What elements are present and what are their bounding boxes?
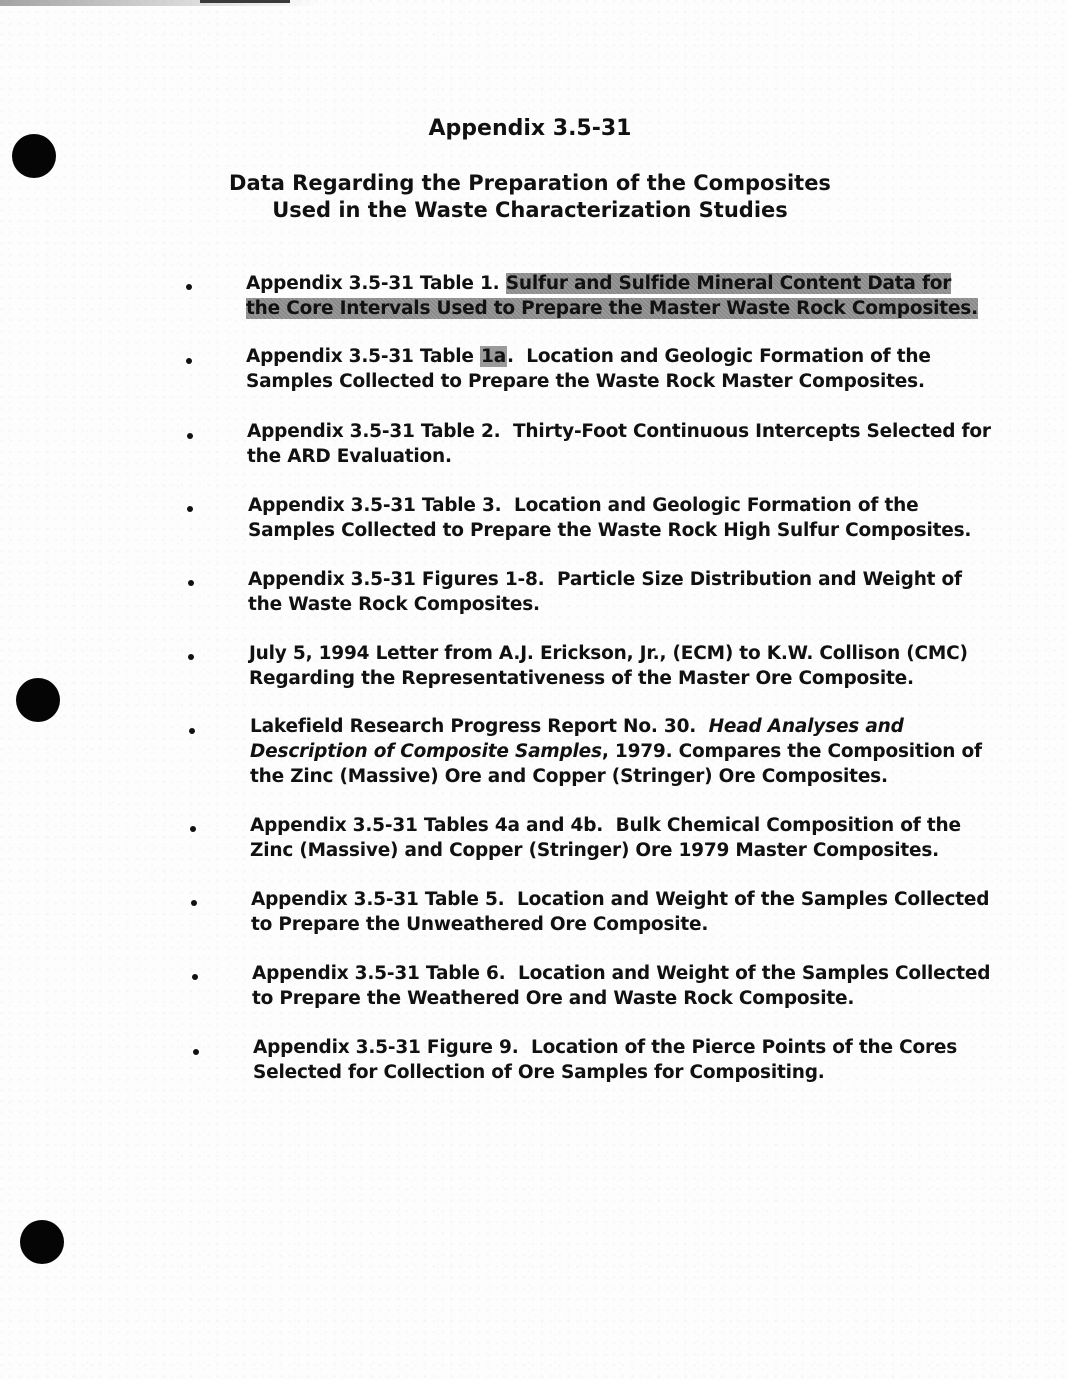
item-lead: Appendix 3.5-31 Table 6. — [252, 963, 506, 984]
item-lead: Appendix 3.5-31 Table 2. — [247, 421, 501, 442]
bullet-icon — [189, 728, 195, 734]
bullet-icon — [191, 900, 197, 906]
list-item-figures-1-8 — [248, 567, 962, 617]
item-text-line-2: , 1979. Compares the Composition of — [601, 741, 982, 762]
item-text-line-2: the Waste Rock Composites. — [248, 594, 540, 615]
item-lead: Appendix 3.5-31 Table 1. — [246, 273, 500, 294]
item-text-line-1: July 5, 1994 Letter from A.J. Erickson, Jr., (ECM) to K.W. Collison (CMC) — [249, 643, 968, 664]
report-title-part-1: Head Analyses and — [708, 716, 904, 737]
item-text-line-3: the Zinc (Massive) Ore and Copper (Stringer) Ore Composites. — [250, 766, 888, 787]
highlighted-table-number: 1a — [481, 346, 506, 367]
report-title-part-2: Description of Composite Samples — [250, 741, 602, 762]
bullet-icon — [192, 974, 198, 980]
item-text-line-2: to Prepare the Unweathered Ore Composite. — [251, 914, 709, 935]
item-text-line-1: Location of the Pierce Points of the Cores — [531, 1037, 958, 1058]
bullet-icon — [186, 284, 192, 290]
subtitle-line-2: Used in the Waste Characterization Studies — [272, 198, 788, 222]
item-text-line-1: Location and Weight of the Samples Collected — [518, 963, 991, 984]
item-lead-prefix: Appendix 3.5-31 Table — [246, 346, 481, 367]
item-text-line-1: Location and Weight of the Samples Collected — [517, 889, 990, 910]
highlighted-text: Sulfur and Sulfide Mineral Content Data for — [505, 273, 952, 294]
bullet-icon — [193, 1049, 199, 1055]
item-text-line-1: Location and Geologic Formation of the — [514, 495, 919, 516]
bullet-icon — [188, 654, 194, 660]
bullet-icon — [187, 506, 193, 512]
item-lead: Appendix 3.5-31 Figure 9. — [253, 1037, 519, 1058]
item-text-line-1: Location and Geologic Formation of the — [526, 346, 931, 367]
bullet-icon — [190, 826, 196, 832]
item-text-line-2: Samples Collected to Prepare the Waste Rock Master Composites. — [246, 371, 925, 392]
item-text-line-2: Regarding the Representativeness of the Master Ore Composite. — [249, 668, 914, 689]
item-lead-suffix: . — [506, 346, 514, 367]
item-text-line-1: Thirty-Foot Continuous Intercepts Selected for — [513, 421, 991, 442]
bullet-icon — [187, 433, 193, 439]
item-text-line-2: Samples Collected to Prepare the Waste Rock High Sulfur Composites. — [248, 520, 972, 541]
item-text-line-1: Particle Size Distribution and Weight of — [556, 569, 962, 590]
list-item-table-1a — [246, 344, 956, 394]
subtitle-line-1: Data Regarding the Preparation of the Composites — [229, 171, 831, 195]
list-item-table-2 — [247, 419, 991, 469]
list-item-table-6 — [252, 961, 991, 1011]
item-lead: Lakefield Research Progress Report No. 30. — [250, 716, 697, 737]
item-lead: Appendix 3.5-31 Figures 1-8. — [248, 569, 545, 590]
item-lead: Appendix 3.5-31 Table 3. — [248, 495, 502, 516]
list-item-table-5 — [251, 887, 990, 937]
list-item-table-1 — [246, 271, 978, 321]
item-lead: Appendix 3.5-31 Tables 4a and 4b. — [250, 815, 604, 836]
item-text-line-2: Zinc (Massive) and Copper (Stringer) Ore 1979 Master Composites. — [250, 840, 939, 861]
list-item-lakefield-report — [250, 714, 982, 789]
list-item-figure-9 — [253, 1035, 963, 1085]
item-lead: Appendix 3.5-31 Table 5. — [251, 889, 505, 910]
bullet-icon — [188, 580, 194, 586]
item-text-line-2: to Prepare the Weathered Ore and Waste Rock Composite. — [252, 988, 855, 1009]
list-item-table-3 — [248, 493, 972, 543]
list-item-letter-1994 — [249, 641, 968, 691]
item-text-line-1: Bulk Chemical Composition of the — [615, 815, 961, 836]
bullet-icon — [186, 358, 192, 364]
page-title-text: Appendix 3.5-31 — [428, 116, 632, 141]
highlighted-text: the Core Intervals Used to Prepare the Master Waste Rock Composites. — [246, 298, 978, 319]
item-text-line-2: the ARD Evaluation. — [247, 446, 452, 467]
list-item-tables-4a-4b — [250, 813, 960, 863]
item-text-line-2: Selected for Collection of Ore Samples for Compositing. — [253, 1062, 825, 1083]
